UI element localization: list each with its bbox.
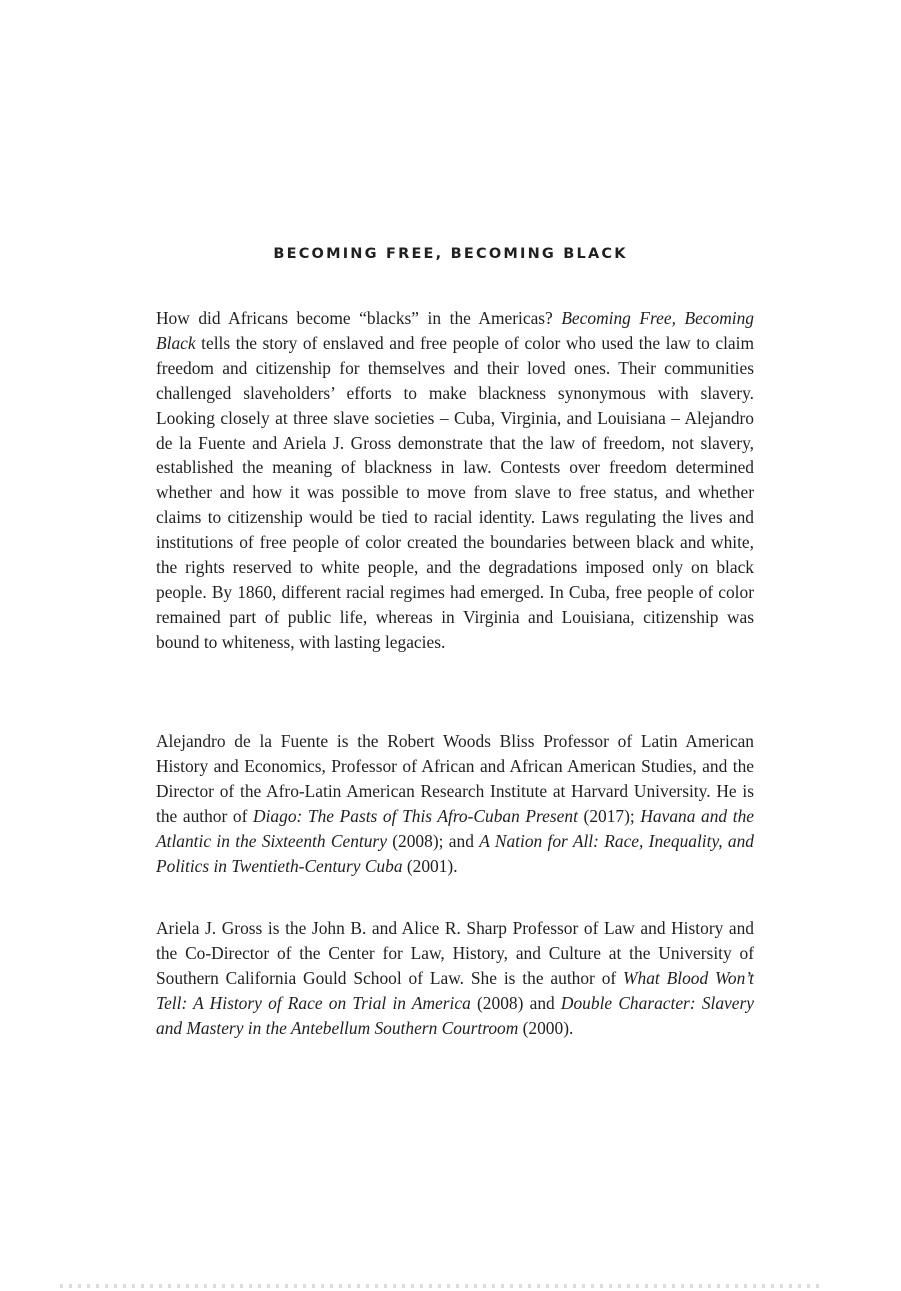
- book-title-italic: Becoming Free, Becoming Black: [156, 308, 754, 353]
- author-bio-gross: [156, 916, 754, 1041]
- book-title-italic: A Nation for All: Race, Inequality, and Politics in Twentieth-Century Cuba: [156, 830, 754, 876]
- bio-text: (2017);: [577, 805, 641, 826]
- bio-text: Ariela J. Gross is the John B. and Alice R. Sharp Professor of Law and History and the Co-Director of the Center for Law, History, and Culture at the University of Southern California Gould School of Law. She is the author of: [156, 918, 754, 988]
- bio-text: (2001).: [402, 855, 458, 876]
- page-title: BECOMING FREE, BECOMING BLACK: [273, 246, 628, 262]
- description-text: How did Africans become “blacks” in the Americas?: [156, 308, 562, 328]
- bio-text: (2008) and: [470, 992, 561, 1013]
- book-title-italic: Double Character: Slavery and Mastery in the Antebellum Southern Courtroom: [156, 992, 754, 1038]
- book-title-italic: Havana and the Atlantic in the Sixteenth Century: [156, 805, 754, 851]
- bio-text: (2008); and: [386, 830, 480, 851]
- scan-artifact-strip: [60, 1284, 820, 1288]
- author-bio-de-la-fuente: [156, 729, 754, 878]
- bio-text: Alejandro de la Fuente is the Robert Woods Bliss Professor of Latin American History and Economics, Professor of African and African American Studies, and the Director of the Afro-Latin American Research Institute at Harvard University. He is the author of: [156, 731, 754, 826]
- bio-text: (2000).: [518, 1017, 574, 1038]
- book-description: [156, 306, 754, 655]
- book-title-italic: Diago: The Pasts of This Afro-Cuban Present: [253, 805, 578, 826]
- description-text: tells the story of enslaved and free people of color who used the law to claim freedom and citizenship for themselves and their loved ones. Their communities challenged slaveholders’ efforts to make blackness synonymous with slavery. Looking closely at three slave societies – Cuba, Virginia, and Louisiana – Alejandro de la Fuente and Ariela J. Gross demonstrate that the law of freedom, not slavery, established the meaning of blackness in law. Contests over freedom determined whether and how it was possible to move from slave to free status, and whether claims to citizenship would be tied to racial identity. Laws regulating the lives and institutions of free people of color created the boundaries between black and white, the rights reserved to white people, and the degradations imposed only on black people. By 1860, different racial regimes had emerged. In Cuba, free people of color remained part of public life, whereas in Virginia and Louisiana, citizenship was bound to whiteness, with lasting legacies.: [156, 332, 754, 652]
- book-title-italic: What Blood Won’t Tell: A History of Race on Trial in America: [156, 967, 754, 1013]
